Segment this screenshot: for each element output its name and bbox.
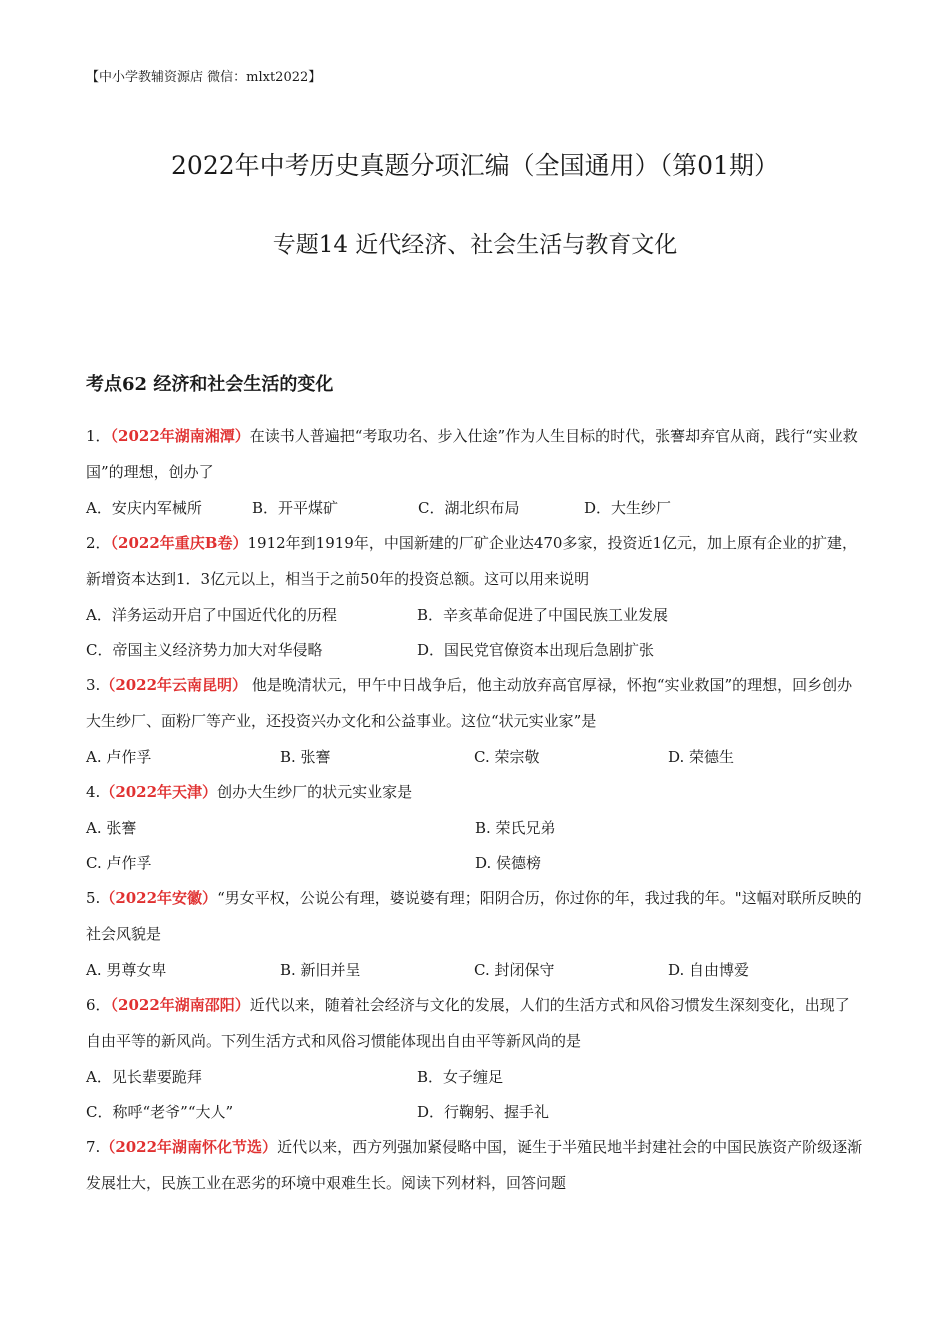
shop-header: 【中小学教辅资源店 微信：mlxt2022】 bbox=[86, 70, 322, 85]
options-row bbox=[86, 490, 864, 525]
option-d[interactable]: D. 荣德生 bbox=[668, 748, 735, 766]
page-subtitle: 专题14 近代经济、社会生活与教育文化 bbox=[272, 232, 678, 258]
question-number: 4. bbox=[86, 783, 101, 801]
option-d[interactable]: D．国民党官僚资本出现后急剧扩张 bbox=[417, 641, 655, 659]
question-text: 1912年到1919年，中国新建的厂矿企业达470多家，投资近1亿元，加上原有企业的扩建，新增资本达到1．3亿元以上，相当于之前50年的投资总额。这可以用来说明 bbox=[86, 534, 858, 588]
option-c[interactable]: C. 卢作孚 bbox=[86, 854, 152, 872]
question-7 bbox=[86, 1129, 864, 1201]
option-b[interactable]: B. 张謇 bbox=[280, 748, 331, 766]
question-text: “男女平权，公说公有理，婆说婆有理；阳阴合历，你过你的年，我过我的年。"这幅对联所反映的社会风貌是 bbox=[86, 889, 862, 943]
question-source: （2022年湖南怀化节选） bbox=[100, 1138, 278, 1156]
option-c[interactable]: C. 荣宗敬 bbox=[474, 748, 540, 766]
option-a[interactable]: A．洋务运动开启了中国近代化的历程 bbox=[86, 606, 337, 624]
question-source: （2022年湖南湘潭） bbox=[110, 427, 250, 445]
options-row bbox=[86, 1059, 864, 1094]
options-row bbox=[86, 632, 864, 667]
option-a[interactable]: A. 卢作孚 bbox=[86, 748, 152, 766]
option-c[interactable]: C．湖北织布局 bbox=[418, 499, 520, 517]
option-a[interactable]: A．安庆内军械所 bbox=[86, 499, 202, 517]
question-source: （2022年云南昆明） bbox=[100, 676, 248, 694]
question-text: 近代以来，西方列强加紧侵略中国，诞生于半殖民地半封建社会的中国民族资产阶级逐渐发展壮大，民族工业在恶劣的环境中艰难生长。阅读下列材料，回答问题 bbox=[86, 1138, 863, 1192]
question-number: 1． bbox=[86, 427, 111, 445]
question-text: 创办大生纱厂的状元实业家是 bbox=[217, 783, 413, 801]
option-c[interactable]: C．称呼“老爷”“大人” bbox=[86, 1103, 234, 1121]
section-heading: 考点62 经济和社会生活的变化 bbox=[86, 374, 334, 395]
options-row bbox=[86, 810, 864, 845]
question-text: 在读书人普遍把“考取功名、步入仕途”作为人生目标的时代，张謇却弃官从商，践行“实业救国”的理想，创办了 bbox=[86, 427, 858, 481]
option-a[interactable]: A. 张謇 bbox=[86, 819, 137, 837]
option-d[interactable]: D．行鞠躬、握手礼 bbox=[417, 1103, 550, 1121]
question-1 bbox=[86, 418, 864, 490]
question-number: 2． bbox=[86, 534, 111, 552]
question-2 bbox=[86, 525, 864, 597]
option-b[interactable]: B. 荣氏兄弟 bbox=[475, 819, 556, 837]
options-row bbox=[86, 739, 864, 774]
question-number: 6． bbox=[86, 996, 111, 1014]
option-c[interactable]: C. 封闭保守 bbox=[474, 961, 555, 979]
option-c[interactable]: C．帝国主义经济势力加大对华侵略 bbox=[86, 641, 323, 659]
question-number: 5. bbox=[86, 889, 101, 907]
question-4 bbox=[86, 774, 864, 810]
question-list bbox=[86, 418, 864, 1201]
question-source: （2022年安徽） bbox=[100, 889, 218, 907]
question-number: 7. bbox=[86, 1138, 101, 1156]
option-a[interactable]: A．见长辈要跪拜 bbox=[86, 1068, 202, 1086]
question-source: （2022年天津） bbox=[100, 783, 218, 801]
question-text: 近代以来，随着社会经济与文化的发展，人们的生活方式和风俗习惯发生深刻变化，出现了自由平等的新风尚。下列生活方式和风俗习惯能体现出自由平等新风尚的是 bbox=[86, 996, 850, 1050]
option-d[interactable]: D. 自由博爱 bbox=[668, 961, 750, 979]
question-text: 他是晚清状元，甲午中日战争后，他主动放弃高官厚禄，怀抱“实业救国”的理想，回乡创办大生纱厂、面粉厂等产业，还投资兴办文化和公益事业。这位“状元实业家”是 bbox=[86, 676, 853, 730]
option-d[interactable]: D．大生纱厂 bbox=[584, 499, 672, 517]
option-a[interactable]: A. 男尊女卑 bbox=[86, 961, 167, 979]
options-row bbox=[86, 845, 864, 880]
options-row bbox=[86, 952, 864, 987]
question-number: 3. bbox=[86, 676, 101, 694]
question-source: （2022年重庆B卷） bbox=[110, 534, 248, 552]
question-3 bbox=[86, 667, 864, 739]
option-b[interactable]: B. 新旧并呈 bbox=[280, 961, 361, 979]
options-row bbox=[86, 1094, 864, 1129]
option-b[interactable]: B．开平煤矿 bbox=[252, 499, 339, 517]
question-6 bbox=[86, 987, 864, 1059]
option-b[interactable]: B．辛亥革命促进了中国民族工业发展 bbox=[417, 606, 669, 624]
page-title: 2022年中考历史真题分项汇编（全国通用）（第01期） bbox=[171, 151, 779, 180]
options-row bbox=[86, 597, 864, 632]
option-d[interactable]: D. 侯德榜 bbox=[475, 854, 542, 872]
question-source: （2022年湖南邵阳） bbox=[110, 996, 250, 1014]
question-5 bbox=[86, 880, 864, 952]
option-b[interactable]: B．女子缠足 bbox=[417, 1068, 504, 1086]
